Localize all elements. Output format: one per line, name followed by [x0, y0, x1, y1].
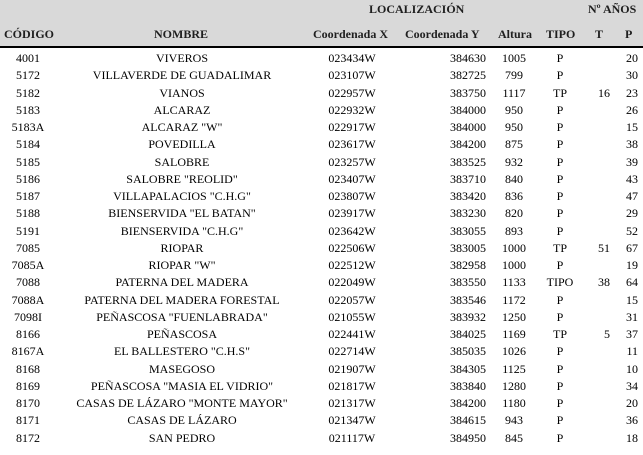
- cell-coord-y: 384000: [450, 120, 486, 134]
- header-codigo: CÓDIGO: [4, 27, 55, 41]
- cell-nombre: CASAS DE LÁZARO "MONTE MAYOR": [76, 396, 288, 410]
- cell-tipo: P: [556, 51, 564, 65]
- cell-nombre: PEÑASCOSA "MASIA EL VIDRIO": [90, 378, 274, 393]
- cell-coord-x: 022917W: [328, 120, 376, 134]
- cell-t: [584, 412, 614, 429]
- cell-p: 10: [626, 361, 638, 376]
- cell-tipo: P: [556, 361, 564, 376]
- cell-codigo: 5183A: [11, 120, 45, 134]
- cell-p: 34: [626, 378, 638, 393]
- cell-p: 15: [626, 120, 638, 134]
- header-coord-x: Coordenada X: [313, 27, 389, 41]
- cell-codigo: 5182: [16, 85, 40, 100]
- cell-t: [584, 257, 614, 274]
- cell-nombre: SALOBRE "REOLID": [126, 171, 238, 186]
- cell-p: 38: [626, 137, 638, 152]
- cell-t: [584, 102, 614, 119]
- header-p: P: [625, 27, 633, 41]
- cell-t: [584, 188, 614, 205]
- cell-altura: 875: [505, 137, 523, 152]
- cell-tipo: P: [556, 154, 564, 169]
- cell-altura: 950: [505, 120, 523, 134]
- cell-p: 23: [626, 85, 638, 100]
- table-row: [0, 309, 643, 326]
- cell-p: 47: [626, 189, 638, 203]
- cell-altura: 836: [505, 189, 523, 203]
- cell-p: 30: [626, 68, 638, 83]
- cell-altura: 845: [505, 430, 523, 445]
- cell-coord-y: 384025: [450, 327, 486, 341]
- column-header-row: [0, 22, 643, 48]
- cell-coord-x: 022932W: [328, 102, 376, 117]
- cell-tipo: P: [556, 68, 564, 83]
- cell-coord-x: 023107W: [328, 68, 376, 83]
- cell-codigo: 8172: [16, 430, 40, 445]
- cell-altura: 1250: [502, 309, 526, 324]
- cell-p: 20: [626, 396, 638, 410]
- cell-tipo: TP: [552, 327, 567, 341]
- table-row: [0, 361, 643, 378]
- cell-coord-y: 384305: [450, 361, 486, 376]
- cell-t: 5: [604, 327, 610, 341]
- cell-p: 52: [626, 223, 638, 238]
- cell-tipo: TP: [552, 240, 567, 255]
- cell-p: 64: [626, 275, 638, 290]
- cell-nombre: RIOPAR "W": [148, 258, 216, 272]
- cell-coord-y: 383710: [450, 171, 486, 186]
- table-row: [0, 188, 643, 205]
- cell-coord-x: 023617W: [328, 137, 376, 152]
- cell-altura: 1000: [502, 258, 526, 272]
- cell-t: [584, 292, 614, 309]
- cell-t: [584, 395, 614, 412]
- cell-coord-x: 022714W: [328, 344, 376, 359]
- cell-coord-y: 384630: [450, 51, 486, 65]
- cell-coord-y: 383525: [450, 154, 486, 169]
- cell-nombre: POVEDILLA: [148, 137, 216, 152]
- cell-codigo: 5187: [16, 189, 40, 203]
- table-row: [0, 378, 643, 395]
- cell-nombre: PATERNA DEL MADERA: [115, 275, 249, 290]
- cell-tipo: P: [556, 396, 564, 410]
- cell-t: [584, 343, 614, 360]
- cell-coord-x: 022057W: [328, 292, 376, 307]
- cell-p: 15: [626, 292, 638, 307]
- table-row: [0, 326, 643, 343]
- table-row: [0, 395, 643, 412]
- cell-coord-y: 383005: [450, 240, 486, 255]
- cell-nombre: ALCARAZ: [153, 102, 211, 117]
- cell-nombre: SAN PEDRO: [148, 430, 216, 445]
- cell-p: 67: [626, 240, 638, 255]
- cell-p: 36: [626, 413, 638, 428]
- cell-codigo: 5184: [16, 137, 40, 152]
- cell-coord-y: 382958: [450, 258, 486, 272]
- table-row: [0, 154, 643, 171]
- cell-coord-x: 023434W: [328, 51, 376, 65]
- cell-coord-x: 023642W: [328, 223, 376, 238]
- cell-p: 18: [626, 430, 638, 445]
- cell-p: 19: [626, 258, 638, 272]
- cell-t: [584, 223, 614, 240]
- cell-tipo: P: [556, 120, 564, 134]
- cell-codigo: 7088: [16, 275, 40, 290]
- table-row: [0, 223, 643, 240]
- cell-coord-x: 022957W: [328, 85, 376, 100]
- cell-coord-x: 022441W: [328, 327, 376, 341]
- cell-coord-y: 382725: [450, 68, 486, 83]
- cell-altura: 1117: [502, 85, 526, 100]
- cell-tipo: P: [556, 206, 564, 221]
- cell-altura: 1026: [502, 344, 526, 359]
- cell-coord-y: 383055: [450, 223, 486, 238]
- cell-t: [584, 171, 614, 188]
- cell-altura: 950: [505, 102, 523, 117]
- cell-coord-x: 022049W: [328, 275, 376, 290]
- cell-codigo: 8171: [16, 413, 40, 428]
- cell-coord-x: 021907W: [328, 361, 376, 376]
- cell-altura: 1280: [502, 378, 526, 393]
- cell-coord-x: 023407W: [328, 171, 376, 186]
- cell-coord-y: 384000: [450, 102, 486, 117]
- cell-coord-x: 023917W: [328, 206, 376, 221]
- cell-p: 43: [626, 171, 638, 186]
- cell-coord-x: 021055W: [328, 309, 376, 324]
- cell-coord-y: 383932: [450, 309, 486, 324]
- cell-codigo: 5188: [16, 206, 40, 221]
- cell-altura: 799: [505, 68, 523, 83]
- cell-nombre: BIENSERVIDA "C.H.G": [120, 223, 244, 238]
- cell-p: 31: [626, 309, 638, 324]
- cell-coord-y: 383550: [450, 275, 486, 290]
- cell-codigo: 7098I: [14, 309, 42, 324]
- cell-t: [584, 205, 614, 222]
- cell-codigo: 4001: [16, 51, 40, 65]
- cell-p: 11: [626, 344, 638, 359]
- cell-nombre: VIANOS: [159, 85, 205, 100]
- cell-nombre: VILLAPALACIOS "C.H.G": [113, 189, 251, 203]
- table-row: [0, 102, 643, 119]
- cell-codigo: 7085: [16, 240, 40, 255]
- cell-coord-x: 021817W: [328, 378, 376, 393]
- cell-codigo: 8167A: [11, 344, 45, 359]
- cell-p: 39: [626, 154, 638, 169]
- cell-coord-x: 022512W: [328, 258, 376, 272]
- cell-coord-y: 383546: [450, 292, 486, 307]
- header-coord-y: Coordenada Y: [405, 27, 480, 41]
- cell-codigo: 8168: [16, 361, 40, 376]
- table-row: [0, 292, 643, 309]
- cell-tipo: TP: [552, 85, 567, 100]
- cell-altura: 820: [505, 206, 523, 221]
- cell-coord-y: 383420: [450, 189, 486, 203]
- cell-altura: 932: [505, 154, 523, 169]
- cell-codigo: 8166: [16, 327, 40, 341]
- cell-nombre: SALOBRE: [154, 154, 210, 169]
- cell-t: [584, 136, 614, 153]
- cell-coord-x: 021347W: [328, 413, 376, 428]
- cell-t: [584, 154, 614, 171]
- header-nombre: NOMBRE: [154, 27, 208, 41]
- table-row: [0, 257, 643, 274]
- cell-codigo: 7088A: [11, 292, 45, 307]
- cell-coord-y: 385035: [450, 344, 486, 359]
- cell-nombre: VIVEROS: [155, 51, 208, 65]
- cell-t: 16: [598, 85, 610, 100]
- cell-coord-x: 021117W: [328, 430, 376, 445]
- cell-altura: 1000: [502, 240, 526, 255]
- cell-tipo: P: [556, 413, 564, 428]
- cell-tipo: P: [556, 309, 564, 324]
- cell-coord-y: 384200: [450, 396, 486, 410]
- table-row: [0, 171, 643, 188]
- cell-t: [584, 309, 614, 326]
- header-t: T: [595, 27, 604, 41]
- table-row: [0, 85, 643, 102]
- cell-t: [584, 67, 614, 84]
- cell-coord-x: 023257W: [328, 154, 376, 169]
- cell-altura: 1180: [502, 396, 526, 410]
- table-row: [0, 205, 643, 222]
- cell-coord-y: 384200: [450, 137, 486, 152]
- cell-tipo: P: [556, 102, 564, 117]
- table-row: [0, 274, 643, 291]
- table-row: [0, 119, 643, 136]
- cell-t: [584, 430, 614, 447]
- cell-p: 26: [626, 102, 638, 117]
- cell-tipo: P: [556, 378, 564, 393]
- header-localizacion: LOCALIZACIÓN: [369, 2, 465, 16]
- cell-altura: 1005: [502, 51, 526, 65]
- cell-nombre: RIOPAR: [160, 240, 204, 255]
- header-n-anos: Nº AÑOS: [588, 2, 637, 16]
- cell-altura: 1172: [502, 292, 526, 307]
- cell-altura: 893: [505, 223, 523, 238]
- cell-tipo: P: [556, 292, 564, 307]
- cell-nombre: EL BALLESTERO "C.H.S": [113, 344, 251, 359]
- cell-p: 37: [626, 327, 638, 341]
- cell-nombre: ALCARAZ "W": [141, 120, 223, 134]
- cell-nombre: CASAS DE LÁZARO: [127, 413, 237, 428]
- cell-altura: 1133: [502, 275, 526, 290]
- cell-tipo: P: [556, 223, 564, 238]
- cell-altura: 840: [505, 171, 523, 186]
- table-row: [0, 343, 643, 360]
- cell-nombre: MASEGOSO: [148, 361, 215, 376]
- cell-coord-y: 383750: [450, 85, 486, 100]
- cell-altura: 1169: [502, 327, 526, 341]
- cell-coord-y: 384615: [450, 413, 486, 428]
- header-altura: Altura: [498, 27, 532, 41]
- cell-nombre: VILLAVERDE DE GUADALIMAR: [92, 68, 272, 83]
- cell-nombre: PEÑASCOSA: [146, 327, 218, 341]
- cell-codigo: 7085A: [11, 258, 45, 272]
- table-row: [0, 67, 643, 84]
- cell-tipo: P: [556, 258, 564, 272]
- cell-coord-y: 384950: [450, 430, 486, 445]
- table-row: [0, 412, 643, 429]
- cell-codigo: 8170: [16, 396, 40, 410]
- cell-codigo: 5191: [16, 223, 40, 238]
- cell-t: [584, 361, 614, 378]
- cell-p: 20: [626, 51, 638, 65]
- cell-t: [584, 119, 614, 136]
- table-row: [0, 430, 643, 447]
- cell-nombre: PATERNA DEL MADERA FORESTAL: [84, 292, 280, 307]
- cell-t: 38: [598, 275, 610, 290]
- cell-p: 29: [626, 206, 638, 221]
- cell-coord-y: 383840: [450, 378, 486, 393]
- cell-tipo: TIPO: [546, 275, 574, 290]
- header-tipo: TIPO: [546, 27, 576, 41]
- cell-nombre: PEÑASCOSA "FUENLABRADA": [96, 309, 268, 324]
- table-row: [0, 136, 643, 153]
- cell-coord-y: 383230: [450, 206, 486, 221]
- cell-codigo: 8169: [16, 378, 40, 393]
- cell-tipo: P: [556, 189, 564, 203]
- cell-t: [584, 50, 614, 67]
- cell-tipo: P: [556, 137, 564, 152]
- cell-tipo: P: [556, 171, 564, 186]
- cell-nombre: BIENSERVIDA "EL BATAN": [108, 206, 256, 221]
- table-row: [0, 50, 643, 67]
- group-header-row: [0, 0, 643, 22]
- cell-tipo: P: [556, 430, 564, 445]
- cell-tipo: P: [556, 344, 564, 359]
- cell-coord-x: 023807W: [328, 189, 376, 203]
- cell-altura: 943: [505, 413, 523, 428]
- cell-altura: 1125: [502, 361, 526, 376]
- cell-coord-x: 022506W: [328, 240, 376, 255]
- cell-t: 51: [598, 240, 610, 255]
- table-row: [0, 240, 643, 257]
- cell-coord-x: 021317W: [328, 396, 376, 410]
- cell-codigo: 5183: [16, 102, 40, 117]
- cell-codigo: 5172: [16, 68, 40, 83]
- cell-codigo: 5186: [16, 171, 40, 186]
- cell-t: [584, 378, 614, 395]
- cell-codigo: 5185: [16, 154, 40, 169]
